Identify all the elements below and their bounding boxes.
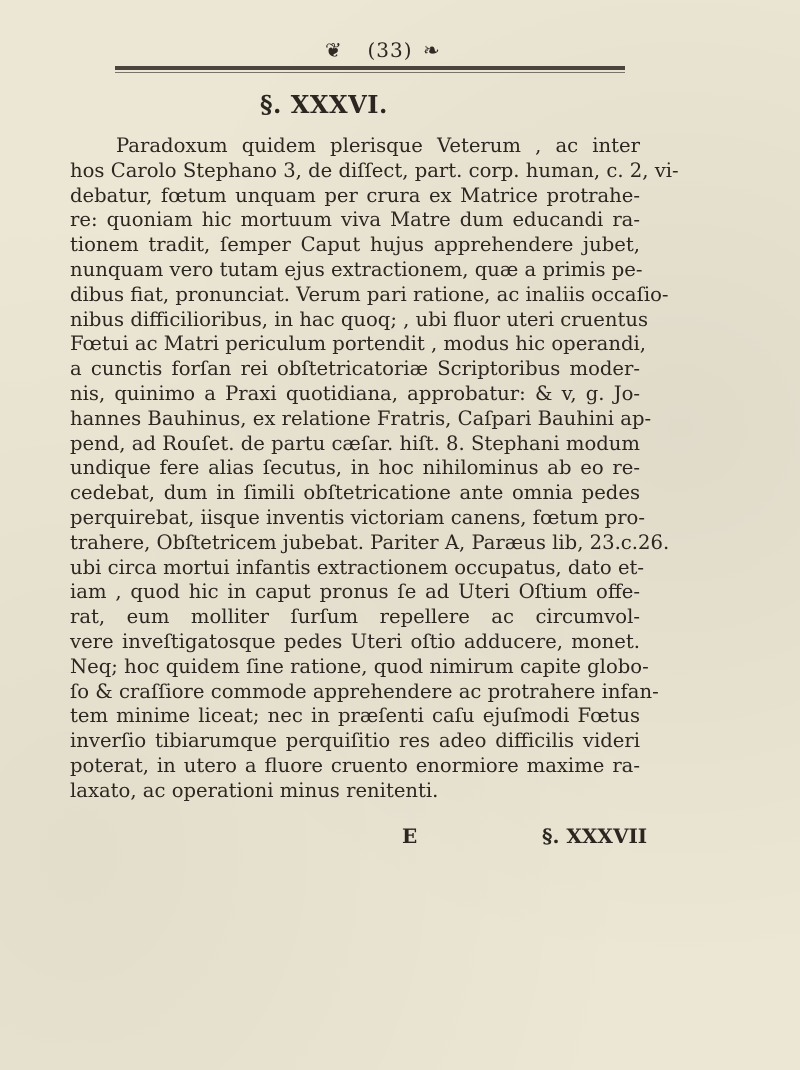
- text-line: inverſio tibiarumque perquiſitio res adeo difficilis videri: [70, 729, 640, 753]
- text-line: iam , quod hic in caput pronus ſe ad Uteri Oſtium offe-: [70, 580, 640, 604]
- text-line: Neq; hoc quidem ſine ratione, quod nimirum capite globo-: [70, 654, 649, 678]
- text-line: ubi circa mortui infantis extractionem occupatus, dato et-: [70, 555, 645, 579]
- text-line: Fœtui ac Matri periculum portendit , modus hic operandi,: [70, 332, 647, 356]
- text-line: nunquam vero tutam ejus extractionem, quæ a primis pe-: [70, 257, 643, 281]
- fleuron-left-icon: ❦: [325, 38, 342, 62]
- text-line: tem minime liceat; nec in præſenti caſu ejuſmodi Fœtus: [70, 704, 640, 728]
- text-line: dibus fiat, pronunciat. Verum pari ratione, ac inaliis occaſio-: [70, 282, 669, 306]
- text-line: perquirebat, iisque inventis victoriam canens, fœtum pro-: [70, 505, 645, 529]
- text-line: cedebat, dum in ſimili obſtetricatione ante omnia pedes: [70, 481, 640, 505]
- text-line: hannes Bauhinus, ex relatione Fratris, Caſpari Bauhini ap-: [70, 406, 652, 430]
- text-line: nis, quinimo a Praxi quotidiana, approbatur: & v, g. Jo-: [70, 381, 640, 405]
- section-heading: §. XXXVI.: [260, 90, 388, 119]
- text-line: debatur, fœtum unquam per crura ex Matrice protrahe-: [70, 183, 640, 207]
- catchword: §. XXXVII: [542, 824, 648, 848]
- text-line: rat, eum molliter ſurſum repellere ac circumvol-: [70, 605, 640, 629]
- page-header: [115, 30, 625, 76]
- text-line: a cunctis forſan rei obſtetricatoriæ Scriptoribus moder-: [70, 357, 640, 381]
- signature-mark: E: [402, 824, 418, 848]
- text-line: Paradoxum quidem plerisque Veterum , ac inter: [116, 134, 640, 157]
- text-line: trahere, Obſtetricem jubebat. Pariter A, Paræus lib, 23.c.26.: [70, 530, 670, 554]
- text-line: ſo & craſſiore commode apprehendere ac protrahere infan-: [70, 679, 659, 703]
- text-line: pend, ad Rouſet. de partu cæſar. hiſt. 8. Stephani modum: [70, 431, 640, 455]
- text-line: re: quoniam hic mortuum viva Matre dum educandi ra-: [70, 208, 640, 232]
- header-rule-thin: [115, 72, 625, 73]
- text-line: poterat, in utero a fluore cruento enormiore maxime ra-: [70, 753, 640, 777]
- page-number: (33): [367, 38, 413, 62]
- text-line: laxato, ac operationi minus renitenti.: [70, 778, 439, 802]
- header-rule-thick: [115, 66, 625, 70]
- text-line: tionem tradit, ſemper Caput hujus apprehendere jubet,: [70, 233, 640, 257]
- fleuron-right-icon: ❧: [423, 38, 440, 62]
- text-line: undique fere alias ſecutus, in hoc nihilominus ab eo re-: [70, 456, 640, 480]
- text-line: nibus difficilioribus, in hac quoq; , ubi fluor uteri cruentus: [70, 307, 649, 331]
- body-paragraph: [70, 134, 679, 804]
- text-line: vere inveſtigatosque pedes Uteri oſtio adducere, monet.: [70, 629, 640, 653]
- text-line: hos Carolo Stephano 3, de diſſect, part. corp. human, c. 2, vi-: [70, 158, 679, 182]
